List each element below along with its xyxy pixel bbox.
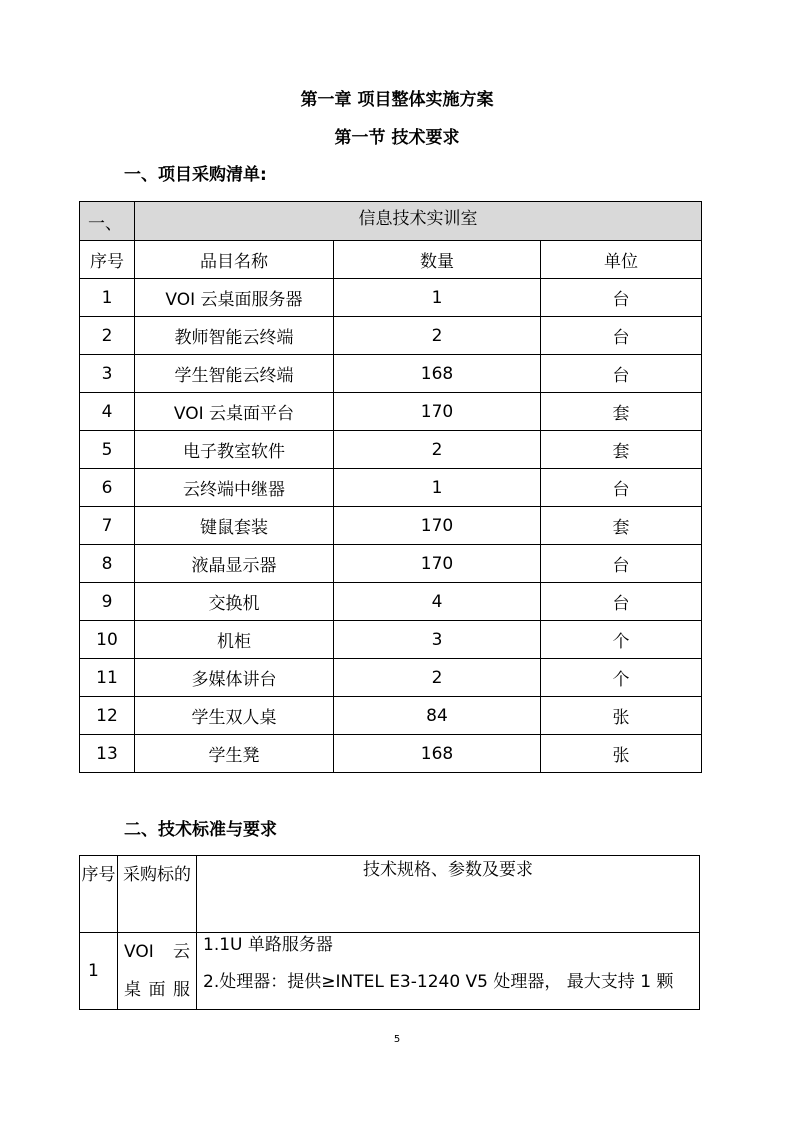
cell-item-name: 键鼠套装 <box>135 507 334 545</box>
cell-no: 1 <box>80 279 135 317</box>
cell-unit: 套 <box>541 393 702 431</box>
table-row <box>80 279 702 317</box>
cell-unit: 台 <box>541 545 702 583</box>
spec-header-spec: 技术规格、参数及要求 <box>197 856 700 933</box>
cell-quantity: 170 <box>334 507 541 545</box>
cell-quantity: 168 <box>334 355 541 393</box>
cell-no: 10 <box>80 621 135 659</box>
group-number: 一、 <box>80 202 135 241</box>
purchase-list-heading: 一、项目采购清单: <box>124 165 267 185</box>
cell-quantity: 84 <box>334 697 541 735</box>
column-header-no: 序号 <box>80 241 135 279</box>
cell-item-name: 多媒体讲台 <box>135 659 334 697</box>
cell-item-name: 液晶显示器 <box>135 545 334 583</box>
cell-quantity: 168 <box>334 735 541 773</box>
spec-row-spec <box>197 933 700 1010</box>
purchase-list-table <box>79 201 702 773</box>
cell-unit: 台 <box>541 355 702 393</box>
column-header-unit: 单位 <box>541 241 702 279</box>
cell-unit: 个 <box>541 659 702 697</box>
cell-quantity: 3 <box>334 621 541 659</box>
cell-unit: 台 <box>541 317 702 355</box>
cell-quantity: 1 <box>334 469 541 507</box>
cell-item-name: 交换机 <box>135 583 334 621</box>
cell-item-name: 学生智能云终端 <box>135 355 334 393</box>
table-row <box>80 583 702 621</box>
table-row <box>80 697 702 735</box>
cell-no: 9 <box>80 583 135 621</box>
spec-header-no: 序号 <box>80 856 118 933</box>
cell-no: 13 <box>80 735 135 773</box>
spec-row-item: VOI 云桌面服 <box>118 933 197 1010</box>
table-row <box>80 507 702 545</box>
cell-unit: 个 <box>541 621 702 659</box>
cell-unit: 台 <box>541 279 702 317</box>
cell-item-name: VOI 云桌面平台 <box>135 393 334 431</box>
table-header-row <box>80 241 702 279</box>
table-row <box>80 735 702 773</box>
spec-line: 1.1U 单路服务器 <box>203 935 333 955</box>
cell-unit: 套 <box>541 431 702 469</box>
cell-unit: 张 <box>541 697 702 735</box>
cell-no: 6 <box>80 469 135 507</box>
cell-item-name: 学生双人桌 <box>135 697 334 735</box>
column-header-quantity: 数量 <box>334 241 541 279</box>
group-row <box>80 202 702 241</box>
tech-spec-table <box>79 855 700 1010</box>
cell-quantity: 4 <box>334 583 541 621</box>
cell-quantity: 1 <box>334 279 541 317</box>
cell-unit: 台 <box>541 583 702 621</box>
cell-item-name: 教师智能云终端 <box>135 317 334 355</box>
column-header-name: 品目名称 <box>135 241 334 279</box>
cell-no: 12 <box>80 697 135 735</box>
cell-no: 11 <box>80 659 135 697</box>
cell-item-name: 机柜 <box>135 621 334 659</box>
table-row <box>80 659 702 697</box>
cell-item-name: 学生凳 <box>135 735 334 773</box>
cell-unit: 台 <box>541 469 702 507</box>
cell-quantity: 2 <box>334 317 541 355</box>
cell-no: 4 <box>80 393 135 431</box>
table-row <box>80 317 702 355</box>
section-title: 第一节 技术要求 <box>334 128 460 148</box>
chapter-title: 第一章 项目整体实施方案 <box>300 90 494 110</box>
cell-item-name: 云终端中继器 <box>135 469 334 507</box>
cell-no: 5 <box>80 431 135 469</box>
cell-no: 3 <box>80 355 135 393</box>
table-row <box>80 621 702 659</box>
cell-unit: 套 <box>541 507 702 545</box>
table-row <box>80 393 702 431</box>
spec-header-item: 采购标的 <box>118 856 197 933</box>
spec-line: 2.处理器：提供≥INTEL E3-1240 V5 处理器， 最大支持 1 颗 <box>203 972 674 992</box>
cell-item-name: VOI 云桌面服务器 <box>135 279 334 317</box>
page-number: 5 <box>393 1034 401 1045</box>
cell-no: 8 <box>80 545 135 583</box>
cell-unit: 张 <box>541 735 702 773</box>
tech-standards-heading: 二、技术标准与要求 <box>124 820 277 840</box>
table-row <box>80 431 702 469</box>
cell-quantity: 170 <box>334 545 541 583</box>
group-name: 信息技术实训室 <box>135 202 702 241</box>
cell-quantity: 2 <box>334 659 541 697</box>
table-row <box>80 469 702 507</box>
cell-quantity: 170 <box>334 393 541 431</box>
spec-row <box>80 933 700 1010</box>
spec-row-no: 1 <box>80 933 118 1010</box>
table-row <box>80 545 702 583</box>
cell-no: 2 <box>80 317 135 355</box>
table-row <box>80 355 702 393</box>
spec-header-row <box>80 856 700 933</box>
cell-quantity: 2 <box>334 431 541 469</box>
cell-item-name: 电子教室软件 <box>135 431 334 469</box>
cell-no: 7 <box>80 507 135 545</box>
